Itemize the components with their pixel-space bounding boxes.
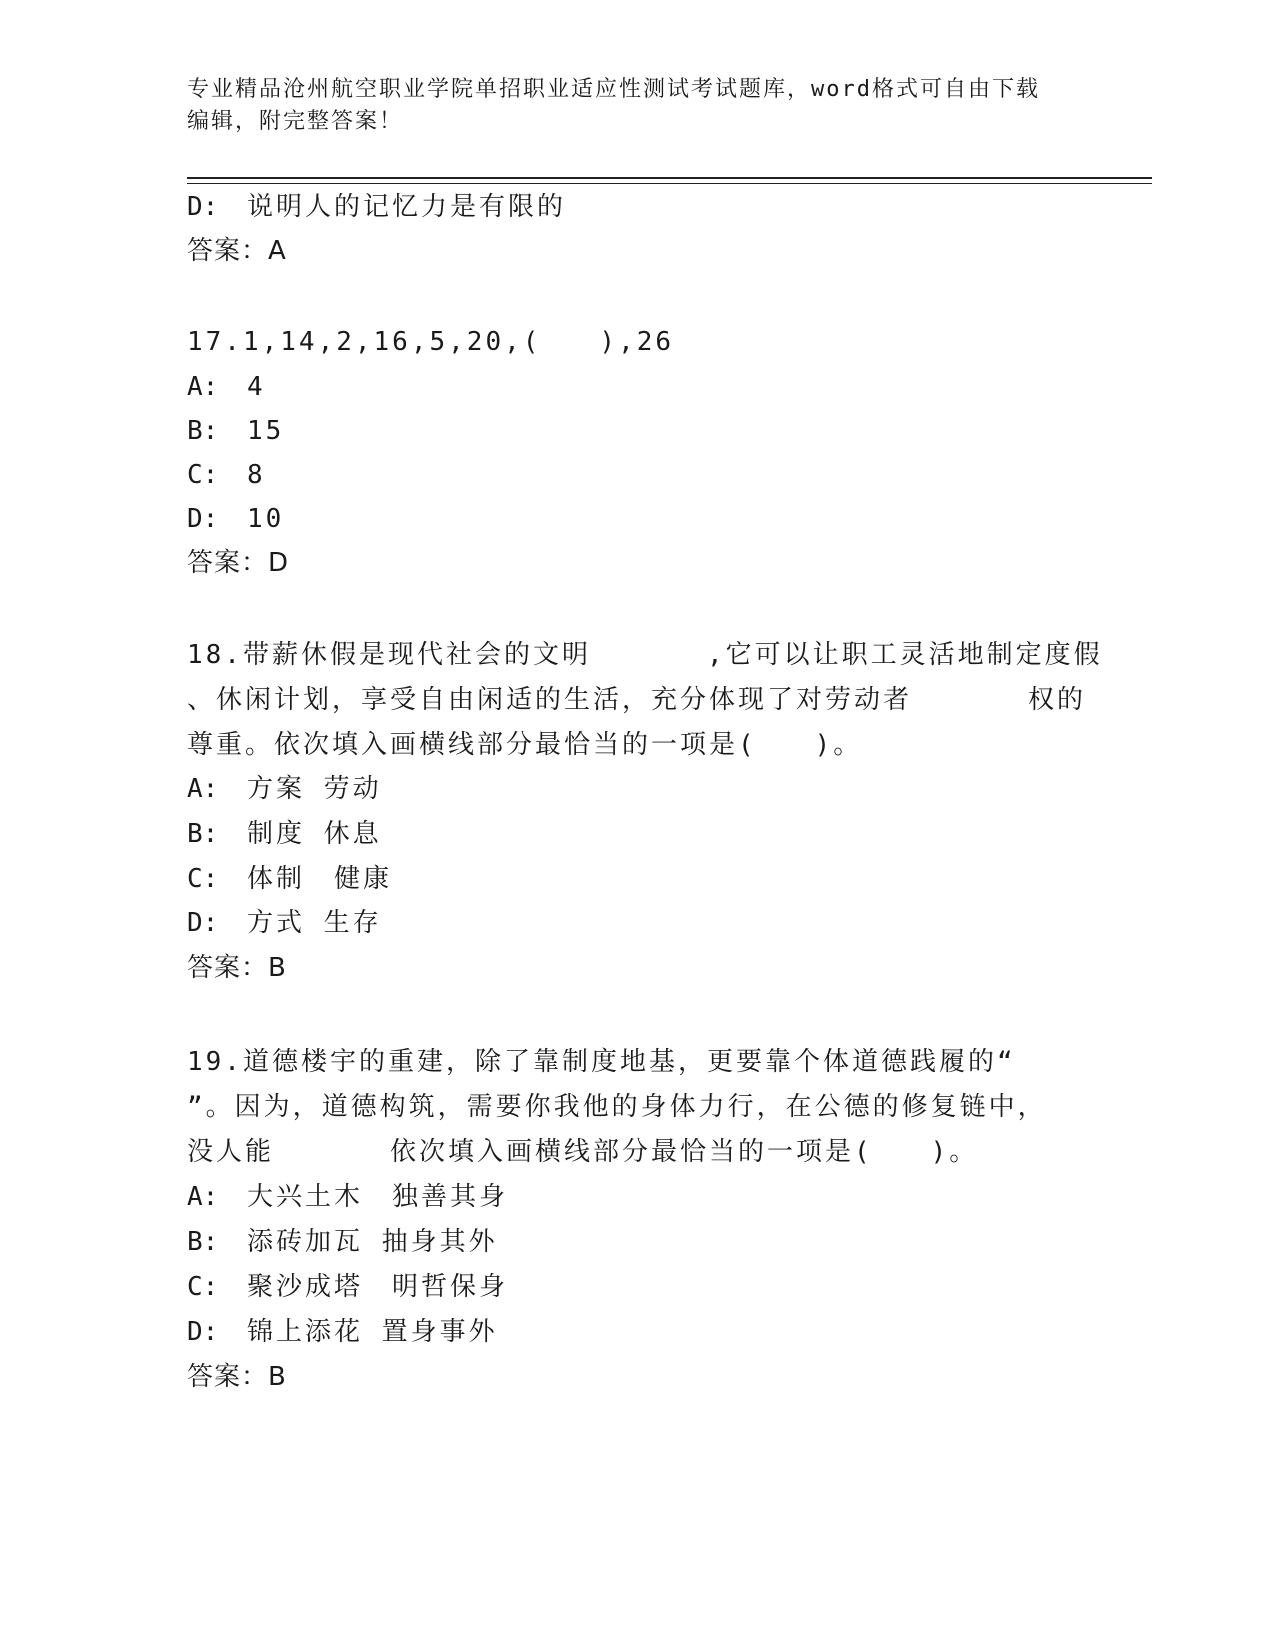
option-label: A: bbox=[187, 774, 219, 804]
option-label: B: bbox=[187, 819, 219, 849]
option-text: 聚沙成塔 明哲保身 bbox=[247, 1272, 509, 1302]
header-line-1: 专业精品沧州航空职业学院单招职业适应性测试考试题库，word格式可自由下载 bbox=[187, 77, 1040, 102]
q19-stem-line-2: ”。因为，道德构筑，需要你我他的身体力行，在公德的修复链中， bbox=[187, 1092, 1047, 1122]
q19-answer: 答案：B bbox=[187, 1362, 287, 1392]
option-label: D: bbox=[187, 192, 219, 222]
q18-option-c bbox=[187, 862, 392, 896]
q17-option-b bbox=[187, 414, 284, 448]
q18-answer: 答案：B bbox=[187, 953, 287, 983]
option-label: C: bbox=[187, 1272, 219, 1302]
q18-stem-line-2: 、休闲计划，享受自由闲适的生活，充分体现了对劳动者 权的 bbox=[187, 685, 1087, 715]
q17-option-a bbox=[187, 370, 266, 404]
q18-option-b bbox=[187, 817, 382, 851]
q19-stem-line-1: 19.道德楼宇的重建，除了靠制度地基，更要靠个体道德践履的“ bbox=[187, 1047, 1016, 1077]
q18-stem-line-3: 尊重。依次填入画横线部分最恰当的一项是( )。 bbox=[187, 730, 863, 760]
option-text: 15 bbox=[247, 416, 285, 446]
header-rule-thin bbox=[187, 183, 1152, 184]
option-text: 添砖加瓦 抽身其外 bbox=[247, 1227, 498, 1257]
option-label: D: bbox=[187, 504, 219, 534]
option-text: 方案 劳动 bbox=[247, 774, 382, 804]
option-text: 制度 休息 bbox=[247, 819, 382, 849]
q19-option-d bbox=[187, 1315, 498, 1349]
q17-answer: 答案：D bbox=[187, 548, 290, 578]
q17-stem: 17.1,14,2,16,5,20,( ),26 bbox=[187, 327, 675, 357]
q17-option-c bbox=[187, 458, 266, 492]
prev-answer: 答案：A bbox=[187, 236, 287, 266]
option-text: 10 bbox=[247, 504, 285, 534]
header-rule-thick bbox=[187, 177, 1152, 179]
q19-option-a bbox=[187, 1180, 508, 1214]
option-text: 8 bbox=[247, 460, 266, 490]
option-label: B: bbox=[187, 416, 219, 446]
q19-option-c bbox=[187, 1270, 508, 1304]
option-text: 方式 生存 bbox=[247, 908, 382, 938]
q19-stem-line-3: 没人能 依次填入画横线部分最恰当的一项是( )。 bbox=[187, 1137, 979, 1167]
option-text: 锦上添花 置身事外 bbox=[247, 1317, 498, 1347]
option-text: 4 bbox=[247, 372, 266, 402]
q17-option-d bbox=[187, 502, 284, 536]
q18-option-a bbox=[187, 772, 382, 806]
prev-option-d bbox=[187, 190, 566, 224]
option-text: 大兴土木 独善其身 bbox=[247, 1182, 509, 1212]
option-label: C: bbox=[187, 460, 219, 490]
option-label: A: bbox=[187, 372, 219, 402]
q18-stem-line-1: 18.带薪休假是现代社会的文明 ,它可以让职工灵活地制定度假 bbox=[187, 640, 1103, 670]
header-line-2: 编辑，附完整答案！ bbox=[187, 109, 404, 134]
option-text: 说明人的记忆力是有限的 bbox=[247, 192, 567, 222]
q18-option-d bbox=[187, 906, 382, 940]
option-label: B: bbox=[187, 1227, 219, 1257]
option-label: D: bbox=[187, 908, 219, 938]
option-label: C: bbox=[187, 864, 219, 894]
page-header bbox=[187, 74, 1087, 138]
option-label: D: bbox=[187, 1317, 219, 1347]
q19-option-b bbox=[187, 1225, 498, 1259]
option-text: 体制 健康 bbox=[247, 864, 393, 894]
option-label: A: bbox=[187, 1182, 219, 1212]
